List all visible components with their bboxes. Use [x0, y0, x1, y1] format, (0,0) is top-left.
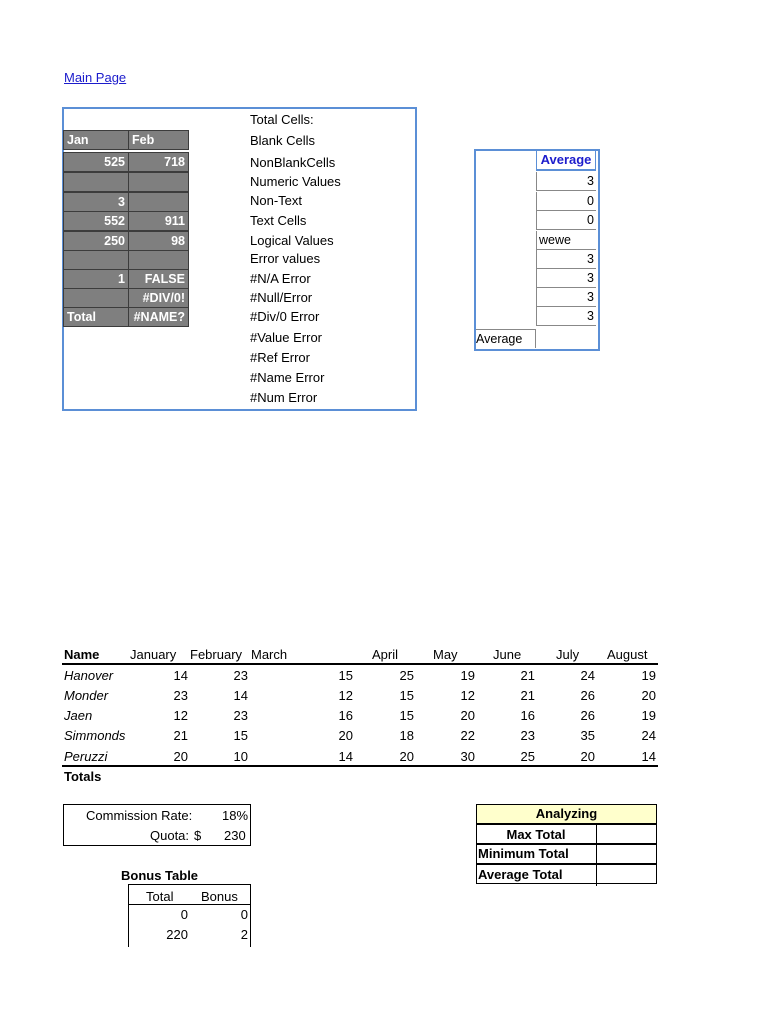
table-cell[interactable]: 21 [173, 728, 188, 743]
table-cell[interactable]: 15 [233, 728, 248, 743]
count-label[interactable]: #Ref Error [250, 350, 310, 365]
table-row-name[interactable]: Monder [64, 688, 109, 703]
table-cell[interactable]: 20 [580, 749, 595, 764]
average-cell[interactable]: 0 [536, 211, 596, 230]
table-cell[interactable]: 25 [520, 749, 535, 764]
bonus-header-total[interactable]: Total [146, 889, 174, 904]
table-cell[interactable]: 12 [338, 688, 353, 703]
count-label[interactable]: Text Cells [250, 213, 307, 228]
grid-cell[interactable]: #DIV/0! [128, 288, 189, 308]
max-total-label[interactable]: Max Total [506, 827, 566, 842]
grid-cell[interactable]: 250 [63, 231, 129, 251]
table-cell[interactable]: 23 [520, 728, 535, 743]
grid-cell[interactable] [128, 192, 189, 212]
table-cell[interactable]: 35 [580, 728, 595, 743]
bonus-header-rule [128, 904, 250, 905]
table-cell[interactable]: 14 [641, 749, 656, 764]
minimum-total-label[interactable]: Minimum Total [478, 846, 569, 861]
table-cell[interactable]: 20 [399, 749, 414, 764]
table-row-name[interactable]: Hanover [64, 668, 114, 683]
table-cell[interactable]: 15 [399, 708, 414, 723]
table-cell[interactable]: 14 [338, 749, 353, 764]
column-header[interactable]: March [251, 647, 288, 662]
table-cell[interactable]: 23 [173, 688, 188, 703]
grid-cell[interactable]: 525 [63, 152, 129, 172]
grid-cell[interactable] [63, 288, 129, 308]
table-cell[interactable]: 18 [399, 728, 414, 743]
count-label[interactable]: #Null/Error [250, 290, 313, 305]
bonus-cell[interactable]: 2 [240, 927, 248, 942]
average-cell[interactable]: 3 [536, 269, 596, 288]
column-header[interactable]: July [556, 647, 580, 662]
bonus-cell[interactable]: 0 [240, 907, 248, 922]
grid-total-label[interactable]: Total [63, 307, 129, 327]
table-cell[interactable]: 12 [173, 708, 188, 723]
count-label[interactable]: Numeric Values [250, 174, 341, 189]
table-cell[interactable]: 20 [641, 688, 656, 703]
average-header[interactable]: Average [536, 150, 596, 171]
table-cell[interactable]: 24 [641, 728, 656, 743]
table-cell[interactable]: 20 [338, 728, 353, 743]
table-cell[interactable]: 16 [520, 708, 535, 723]
average-total-label[interactable]: Average Total [478, 867, 563, 882]
average-cell[interactable]: 0 [536, 192, 596, 211]
table-cell[interactable]: 22 [460, 728, 475, 743]
grid-header-feb[interactable]: Feb [128, 130, 189, 150]
count-label[interactable]: Non-Text [250, 193, 303, 208]
table-cell[interactable]: 21 [520, 668, 535, 683]
count-label[interactable]: #N/A Error [250, 271, 311, 286]
table-cell[interactable]: 19 [641, 708, 656, 723]
table-cell[interactable]: 12 [460, 688, 475, 703]
column-header[interactable]: May [433, 647, 458, 662]
commission-rate-value[interactable]: 18% [222, 808, 249, 823]
count-label[interactable]: #Name Error [250, 370, 325, 385]
count-label[interactable]: Error values [250, 251, 321, 266]
main-page-link[interactable]: Main Page [64, 70, 127, 85]
quota-currency: $ [194, 828, 202, 843]
column-header[interactable]: February [190, 647, 243, 662]
table-cell[interactable]: 23 [233, 668, 248, 683]
bonus-header-bonus[interactable]: Bonus [201, 889, 238, 904]
count-label[interactable]: NonBlankCells [250, 155, 336, 170]
table-cell[interactable]: 14 [173, 668, 188, 683]
table-row-name[interactable]: Jaen [64, 708, 93, 723]
grid-cell[interactable]: #NAME? [128, 307, 189, 327]
average-cell[interactable]: wewe [536, 231, 596, 250]
grid-cell[interactable]: 718 [128, 152, 189, 172]
table-cell[interactable]: 15 [399, 688, 414, 703]
count-label[interactable]: #Div/0 Error [250, 309, 320, 324]
table-cell[interactable]: 14 [233, 688, 248, 703]
table-cell[interactable]: 15 [338, 668, 353, 683]
count-label[interactable]: Blank Cells [250, 133, 316, 148]
table-cell[interactable]: 26 [580, 708, 595, 723]
column-header[interactable]: April [372, 647, 399, 662]
grid-cell[interactable] [63, 172, 129, 192]
grid-cell[interactable]: FALSE [128, 269, 189, 289]
table-cell[interactable]: 24 [580, 668, 595, 683]
count-label[interactable]: Logical Values [250, 233, 334, 248]
column-header-name[interactable]: Name [64, 647, 100, 662]
grid-cell[interactable]: 911 [128, 211, 189, 231]
table-cell[interactable]: 30 [460, 749, 475, 764]
count-label[interactable]: #Value Error [250, 330, 323, 345]
bonus-cell[interactable]: 0 [180, 907, 188, 922]
quota-value[interactable]: 230 [224, 828, 246, 843]
analyzing-title: Analyzing [535, 806, 598, 821]
table-cell[interactable]: 20 [173, 749, 188, 764]
table-row-name[interactable]: Simmonds [64, 728, 126, 743]
table-top-rule [62, 663, 658, 665]
grid-cell[interactable]: 98 [128, 231, 189, 251]
grid-cell[interactable]: 3 [63, 192, 129, 212]
grid-cell[interactable]: 1 [63, 269, 129, 289]
average-cell[interactable]: 3 [536, 172, 596, 191]
column-header[interactable]: January [130, 647, 177, 662]
column-header[interactable]: June [493, 647, 522, 662]
table-bottom-rule [62, 765, 658, 767]
column-header[interactable]: August [607, 647, 648, 662]
average-footer-label[interactable]: Average [476, 329, 536, 348]
grid-cell[interactable]: 552 [63, 211, 129, 231]
grid-cell[interactable] [128, 172, 189, 192]
average-cell[interactable]: 3 [536, 288, 596, 307]
table-cell[interactable]: 25 [399, 668, 414, 683]
grid-cell[interactable] [63, 250, 129, 270]
count-label[interactable]: Total Cells: [250, 112, 314, 127]
grid-header-jan[interactable]: Jan [63, 130, 129, 150]
average-cell[interactable]: 3 [536, 307, 596, 326]
grid-cell[interactable] [128, 250, 189, 270]
count-label[interactable]: #Num Error [250, 390, 318, 405]
bonus-table-title: Bonus Table [121, 868, 199, 883]
table-cell[interactable]: 16 [338, 708, 353, 723]
table-cell[interactable]: 23 [233, 708, 248, 723]
quota-label[interactable]: Quota: [150, 828, 190, 843]
table-cell[interactable]: 19 [641, 668, 656, 683]
table-row-name[interactable]: Peruzzi [64, 749, 108, 764]
average-cell[interactable]: 3 [536, 250, 596, 269]
commission-rate-label[interactable]: Commission Rate: [86, 808, 193, 823]
table-cell[interactable]: 26 [580, 688, 595, 703]
table-cell[interactable]: 21 [520, 688, 535, 703]
table-cell[interactable]: 19 [460, 668, 475, 683]
table-cell[interactable]: 10 [233, 749, 248, 764]
table-cell[interactable]: 20 [460, 708, 475, 723]
totals-label[interactable]: Totals [64, 769, 102, 784]
bonus-cell[interactable]: 220 [166, 927, 188, 942]
